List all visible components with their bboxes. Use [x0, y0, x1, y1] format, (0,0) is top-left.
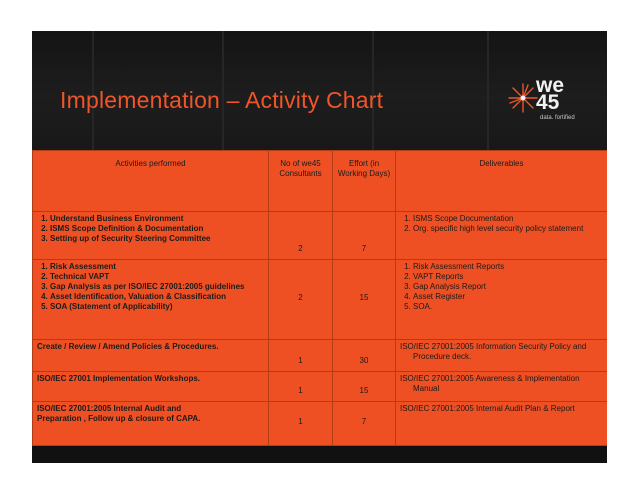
- table-row: [33, 402, 608, 446]
- deliverable-item: 2. VAPT Reports: [413, 272, 603, 282]
- activity-item: 1. Risk Assessment: [50, 262, 264, 272]
- consultants-cell: 2: [269, 212, 333, 260]
- deliverable-cell: [396, 372, 608, 402]
- deliverable-item: 2. Org. specific high level security policy statement: [413, 224, 603, 234]
- activity-item: 5. SOA (Statement of Applicability): [50, 302, 264, 312]
- deliverable-cell: [396, 340, 608, 372]
- deliverables-cell: [396, 260, 608, 340]
- effort-cell: 15: [333, 260, 396, 340]
- deliverable-line: Manual: [413, 384, 440, 393]
- header-deliverables: Deliverables: [396, 151, 608, 212]
- deliverable-item: 1. ISMS Scope Documentation: [413, 214, 603, 224]
- deliverable-item: 4. Asset Register: [413, 292, 603, 302]
- deliverable-line: Procedure deck.: [413, 352, 472, 361]
- activity-line: Preparation , Follow up & closure of CAPA.: [37, 414, 201, 423]
- activities-cell: [33, 212, 269, 260]
- consultants-cell: 1: [269, 402, 333, 446]
- activities-cell: [33, 260, 269, 340]
- activity-item: 2. ISMS Scope Definition & Documentation: [50, 224, 264, 234]
- deliverables-cell: [396, 212, 608, 260]
- slide-title: Implementation – Activity Chart: [60, 87, 384, 113]
- activity-item: 3. Gap Analysis as per ISO/IEC 27001:2005 guidelines: [50, 282, 264, 292]
- header-effort: Effort (in Working Days): [333, 151, 396, 212]
- effort-cell: 30: [333, 340, 396, 372]
- logo-tagline: data. fortified: [540, 115, 575, 121]
- table-row: [33, 260, 608, 340]
- deliverable-cell: ISO/IEC 27001:2005 Internal Audit Plan & Report: [396, 402, 608, 446]
- consultants-cell: 1: [269, 372, 333, 402]
- activity-cell: Create / Review / Amend Policies & Procedures.: [33, 340, 269, 372]
- we45-logo: [508, 74, 600, 127]
- activity-cell: [33, 402, 269, 446]
- activity-item: 4. Asset Identification, Valuation & Classification: [50, 292, 264, 302]
- effort-cell: 15: [333, 372, 396, 402]
- deliverable-line: ISO/IEC 27001:2005 Awareness & Implementation: [400, 374, 580, 383]
- effort-cell: 7: [333, 402, 396, 446]
- activity-line: ISO/IEC 27001:2005 Internal Audit and: [37, 404, 182, 413]
- activity-table: [32, 150, 607, 446]
- table-header-row: [33, 151, 608, 212]
- deliverable-item: 1. Risk Assessment Reports: [413, 262, 603, 272]
- starburst-icon: [508, 83, 538, 113]
- consultants-cell: 2: [269, 260, 333, 340]
- deliverable-line: ISO/IEC 27001:2005 Information Security Policy and: [400, 342, 587, 351]
- header-stripe: [487, 31, 489, 150]
- logo-brand-bottom: 45: [536, 91, 560, 114]
- header-activities: Activities performed: [33, 151, 269, 212]
- logo-brand-top: we: [536, 74, 565, 97]
- activity-item: 1. Understand Business Environment: [50, 214, 264, 224]
- header-consultants: No of we45 Consultants: [269, 151, 333, 212]
- deliverable-item: 5. SOA.: [413, 302, 603, 312]
- deliverable-item: 3. Gap Analysis Report: [413, 282, 603, 292]
- table-row: [33, 372, 608, 402]
- consultants-cell: 1: [269, 340, 333, 372]
- activity-cell: ISO/IEC 27001 Implementation Workshops.: [33, 372, 269, 402]
- effort-cell: 7: [333, 212, 396, 260]
- slide: [32, 31, 607, 463]
- table-row: [33, 340, 608, 372]
- activity-item: 3. Setting up of Security Steering Committee: [50, 234, 264, 244]
- table-row: [33, 212, 608, 260]
- activity-item: 2. Technical VAPT: [50, 272, 264, 282]
